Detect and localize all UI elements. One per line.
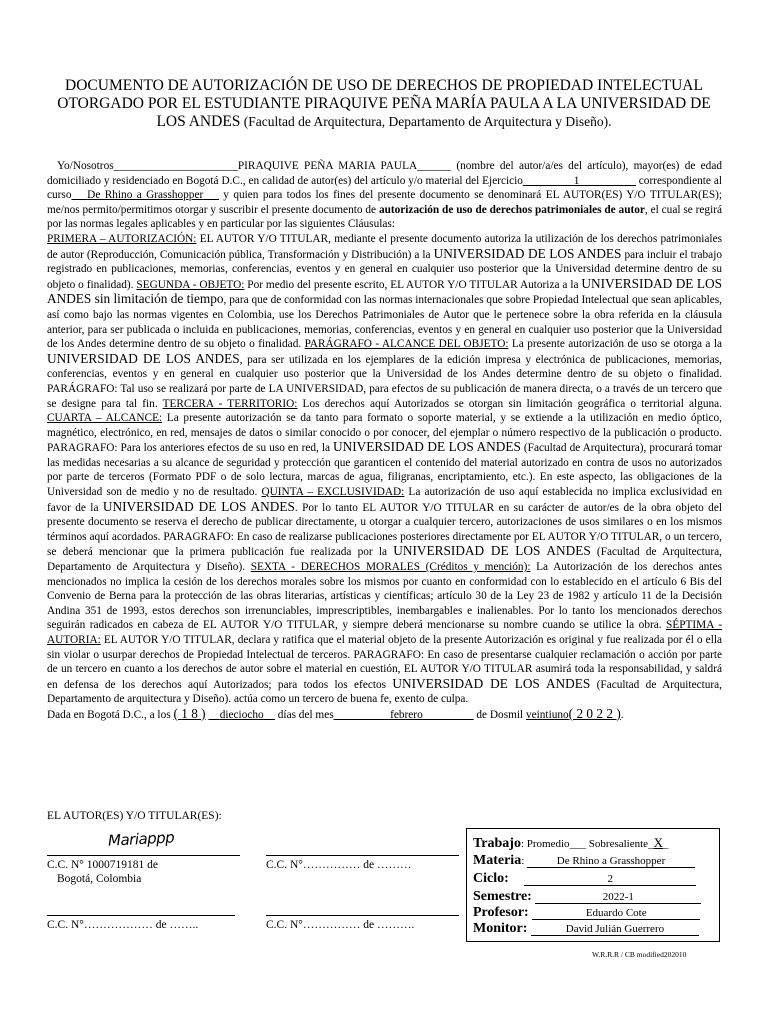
day-words-field: __dieciocho__	[208, 708, 275, 721]
semestre-row: Semestre: 2022-1	[473, 889, 701, 905]
document-body	[47, 159, 722, 723]
profesor-row: Profesor: Eduardo Cote	[473, 905, 700, 921]
signature-line-1	[47, 855, 240, 856]
author-name-field: PIRAQUIVE PEÑA MARIA PAULA	[237, 160, 418, 172]
title-line-1: DOCUMENTO DE AUTORIZACIÓN DE USO DE DERECHOS DE PROPIEDAD INTELECTUAL	[65, 77, 703, 94]
signature-line-2	[266, 855, 459, 856]
title-line-3: LOS ANDES (Facultad de Arquitectura, Departamento de Arquitectura y Diseño).	[156, 113, 612, 130]
course-field: __ De Rhino a Grasshopper __	[71, 189, 219, 202]
signatures-label: EL AUTOR(ES) Y/O TITULAR(ES):	[47, 810, 222, 822]
ejercicio-field: _________1__________	[522, 174, 636, 187]
date-line: Dada en Bogotá D.C., a los ( 1 8 ) __dieciocho__ días del mes__________febrero_________ de Dosmil veintiuno( 2 0 2 2 ).	[47, 705, 624, 721]
footer-code: W.R.R.R / CB modified202010	[592, 950, 687, 959]
signature-line-4	[266, 915, 459, 916]
signature-line-3	[47, 915, 235, 916]
intro-paragraph: Yo/Nosotros______________________PIRAQUIVE PEÑA MARIA PAULA______ (nombre del autor/a/es del artículo), mayor(es) de edad domiciliado y residenciado en Bogotá D.C., en calidad de autor(es) del artículo y/o material del Ejercicio_________1__________ correspondiente al curso__ De Rhino a Grasshopper __ y quien para todos los fines del presente documento se denominará EL AUTOR(ES) Y/O TITULAR(ES); me/nos permito/permitimos otorgar y suscribir el presente documento de autorización de uso de derechos patrimoniales de autor, el cual se regirá por las normas legales aplicables y en particular por las siguientes Cláusulas:	[47, 160, 723, 231]
cc-1: C.C. N° 1000719181 de Bogotá, Colombia	[47, 859, 158, 885]
cc-4: C.C. N°…………… de ……….	[266, 919, 415, 931]
title-line-2: OTORGADO POR EL ESTUDIANTE PIRAQUIVE PEÑA MARÍA PAULA A LA UNIVERSIDAD DE	[57, 95, 711, 112]
cc-3: C.C. N°……………… de ……..	[47, 919, 199, 931]
handwritten-signature: Mariappp	[107, 828, 175, 850]
course-info-box	[466, 828, 720, 942]
day-field: ( 1 8 )	[173, 705, 206, 721]
monitor-row: Monitor: David Julián Guerrero	[473, 921, 699, 937]
ciclo-row: Ciclo: 2	[473, 871, 696, 887]
year-field: veintiuno( 2 0 2 2 )	[525, 705, 621, 721]
month-field: __________febrero_________	[333, 708, 474, 721]
clauses-paragraph: PRIMERA – AUTORIZACIÓN: EL AUTOR Y/O TITULAR, mediante el presente documento autoriza la utilización de los derechos patrimoniales de autor (Reproducción, Comunicación pública, Transformación y Distribución) a la UNIVERSIDAD DE LOS ANDES para incluir el trabajo registrado en publicaciones, memorias, conferencias, eventos y en general en cualquier uso posterior que la Universidad determine dentro de su objeto o finalidad). SEGUNDA - OBJETO: Por medio del presente escrito, EL AUTOR Y/O TITULAR Autoriza a la UNIVERSIDAD DE LOS ANDES sin limitación de tiempo, para que de conformidad con las normas internacionales que sobre Propiedad Intelectual que sean aplicables, así como bajo las normas vigentes en Colombia, use los Derechos Patrimoniales de Autor que le pertenece sobre la obra referida en la cláusula anterior, para ser publicada o incluida en publicaciones, memorias, conferencias, eventos y en general en cualquier uso posterior que la Universidad de los Andes determine dentro de su objeto o finalidad. PARÁGRAFO - ALCANCE DEL OBJETO: La presente autorización de uso se otorga a la UNIVERSIDAD DE LOS ANDES, para ser utilizada en los ejemplares de la edición impresa y electrónica de publicaciones, memorias, conferencias, eventos y en general en cualquier uso posterior que la Universidad de los Andes determine dentro de su objeto o finalidad. PARÁGRAFO: Tal uso se realizará por parte de LA UNIVERSIDAD, para efectos de su publicación de manera directa, o a través de un tercero que se designe para tal fin. TERCERA - TERRITORIO: Los derechos aquí Autorizados se otorgan sin limitación geográfica o territorial alguna. CUARTA – ALCANCE: La presente autorización se da tanto para formato o soporte material, y se extiende a la utilización en medio óptico, magnético, electrónico, en red, mensajes de datos o similar conocido o por conocer, del ejemplar o número respectivo de la publicación o producto. PARAGRAFO: Para los anteriores efectos de su uso en red, la UNIVERSIDAD DE LOS ANDES (Facultad de Arquitectura), procurará tomar las medidas necesarias a su alcance de seguridad y protección que garanticen el contenido del material autorizado en contra de usos no autorizados por parte de terceros (Formato PDF o de solo lectura, marcas de agua, filigranas, encriptamiento, etc.). En este aspecto, las obligaciones de la Universidad son de medio y no de resultado. QUINTA – EXCLUSIVIDAD: La autorización de uso aquí establecida no implica exclusividad en favor de la UNIVERSIDAD DE LOS ANDES. Por lo tanto EL AUTOR Y/O TITULAR en su carácter de autor/es de la obra objeto del presente documento se reserva el derecho de publicar directamente, u otorgar a cualquier tercero, autorizaciones de usos similares o en los mismos términos aquí acordados. PARAGRAFO: En caso de realizarse publicaciones posteriores directamente por EL AUTOR Y/O TITULAR, o un tercero, se deberá mencionar que la primera publicación fue realizada por la UNIVERSIDAD DE LOS ANDES (Facultad de Arquitectura, Departamento de Arquitectura y Diseño). SEXTA - DERECHOS MORALES (Créditos y mención): La Autorización de los derechos antes mencionados no implica la cesión de los derechos morales sobre los mismos por cuanto en conformidad con lo establecido en el artículo 6 Bis del Convenio de Berna para la protección de las obras literarias, artísticas y científicas; artículo 30 de la Ley 23 de 1982 y artículo 11 de la Decisión Andina 351 de 1993, estos derechos son irrenunciables, imprescriptibles, inembargables e inalienables. Por lo tanto los mencionados derechos seguirán radicados en cabeza de EL AUTOR Y/O TITULAR, y siempre deberá mencionarse su nombre cuando se utilice la obra. SÉPTIMA - AUTORIA: EL AUTOR Y/O TITULAR, declara y ratifica que el material objeto de la presente Autorización es original y fue realizada por él o ella sin violar o usurpar derechos de Propiedad Intelectual de terceros. PARAGRAFO: En caso de presentarse cualquier reclamación o acción por parte de un tercero en cuanto a los derechos de autor sobre el material en cuestión, EL AUTOR Y/O TITULAR asumirá toda la responsabilidad, y saldrá en defensa de los derechos aquí Autorizados; para todos los efectos UNIVERSIDAD DE LOS ANDES (Facultad de Arquitectura, Departamento de arquitectura y Diseño). actúa como un tercero de buena fe, exento de culpa.	[47, 232, 723, 706]
materia-row: Materia: De Rhino a Grasshopper	[473, 853, 695, 869]
document-title	[40, 77, 728, 131]
trabajo-row: Trabajo: Promedio___ Sobresaliente_X_	[473, 835, 669, 851]
cc-2: C.C. N°…………… de ………	[266, 859, 412, 871]
